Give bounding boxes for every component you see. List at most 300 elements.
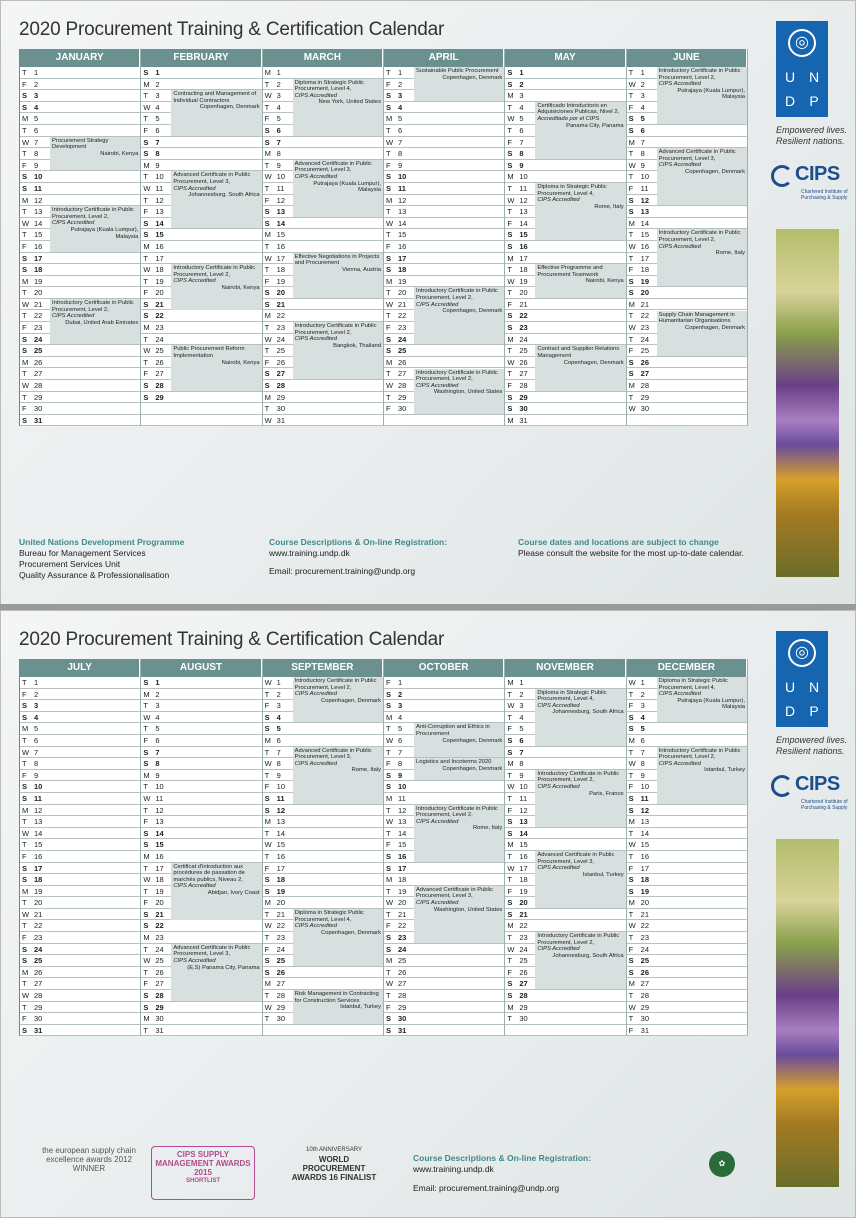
day-number: 29	[276, 1002, 285, 1012]
course-title: Introductory Certificate in Public Procurement, Level 2,	[537, 770, 620, 784]
course-block[interactable]	[414, 67, 504, 101]
email-link[interactable]: Email: procurement.training@undp.org	[269, 566, 416, 576]
day-number: 12	[276, 805, 285, 815]
day-number: 14	[276, 828, 285, 838]
weekday-letter: T	[628, 851, 634, 861]
course-accreditation: CIPS Accredited	[294, 336, 337, 343]
weekday-letter: F	[386, 160, 391, 170]
weekday-letter: S	[22, 253, 28, 263]
course-title: Advanced Certificate in Public Procurement, Level 3,	[294, 160, 372, 174]
day-row	[505, 828, 625, 840]
weekday-letter: S	[22, 944, 28, 954]
weekday-letter: S	[628, 125, 634, 135]
course-title: Public Procurement Reform Implementation	[173, 346, 245, 359]
weekday-letter: M	[386, 357, 393, 367]
weekday-letter: M	[628, 817, 635, 827]
day-number: 25	[519, 956, 528, 966]
course-block[interactable]	[293, 253, 383, 298]
day-number: 7	[34, 747, 39, 757]
course-location: Paris, France	[589, 790, 624, 797]
weekday-letter: F	[386, 79, 391, 89]
course-accreditation: CIPS Accredited	[52, 313, 95, 320]
day-number: 20	[519, 898, 528, 908]
day-number: 19	[398, 276, 407, 286]
weekday-letter: T	[143, 114, 148, 124]
day-number: 30	[398, 1014, 407, 1024]
weekday-letter: W	[628, 79, 636, 89]
day-row	[384, 1013, 504, 1025]
day-row	[384, 944, 504, 956]
undp-letter: D	[784, 93, 796, 109]
course-block[interactable]	[50, 299, 140, 344]
day-number: 23	[276, 933, 285, 943]
weekday-letter: W	[22, 747, 30, 757]
course-block[interactable]	[293, 747, 383, 804]
day-number: 7	[519, 747, 524, 757]
day-number: 29	[155, 1002, 164, 1012]
weekday-letter: S	[264, 381, 270, 391]
course-block[interactable]	[293, 990, 383, 1024]
day-number: 26	[155, 967, 164, 977]
weekday-letter: W	[22, 381, 30, 391]
weekday-letter: F	[507, 381, 512, 391]
course-accreditation: CIPS Accredited	[416, 301, 459, 308]
weekday-letter: S	[507, 991, 513, 1001]
weekday-letter: F	[264, 944, 270, 954]
weekday-letter: S	[386, 782, 392, 792]
day-number: 29	[519, 1002, 528, 1012]
course-accreditation: CIPS Accredited	[294, 760, 337, 767]
day-number: 19	[519, 276, 528, 286]
day-number: 5	[519, 724, 524, 734]
calendar-page-2	[0, 610, 856, 1218]
un-emblem-icon: ◎	[788, 29, 816, 57]
weekday-letter: F	[22, 323, 27, 333]
day-number: 29	[276, 392, 285, 402]
course-title: Diploma in Strategic Public Procurement, Level 4,	[658, 678, 728, 691]
day-number: 22	[640, 311, 649, 321]
world-procurement-award: 10th ANNIVERSARY WORLD PROCUREMENT AWARDS 16 FINALIST	[291, 1147, 377, 1182]
weekday-letter: S	[143, 311, 149, 321]
day-number: 28	[398, 381, 407, 391]
weekday-letter: M	[264, 311, 271, 321]
day-row	[141, 747, 261, 759]
day-row	[505, 403, 625, 415]
day-row	[505, 1002, 625, 1014]
weekday-letter: T	[143, 1025, 148, 1035]
course-title: Introductory Certificate in Public Procurement, Level 2,	[294, 678, 377, 691]
day-number: 28	[34, 381, 43, 391]
course-block[interactable]	[535, 345, 625, 390]
day-number: 21	[640, 909, 649, 919]
weekday-letter: T	[264, 404, 270, 414]
weekday-letter: S	[386, 91, 392, 101]
day-number: 3	[640, 701, 645, 711]
disclaimer-text: Please consult the website for the most up-to-date calendar.	[518, 548, 744, 558]
weekday-letter: W	[507, 276, 515, 286]
course-location: Istanbul, Turkey	[704, 767, 745, 774]
course-block[interactable]	[171, 90, 261, 135]
day-row	[141, 415, 261, 427]
day-row	[263, 851, 383, 863]
day-number: 31	[276, 415, 285, 425]
course-block[interactable]	[293, 322, 383, 379]
weekday-letter: W	[628, 840, 636, 850]
weekday-letter: T	[628, 828, 634, 838]
weekday-letter: M	[507, 415, 514, 425]
course-title: Effective Negotiations in Projects and Procurement	[294, 253, 380, 267]
course-block[interactable]	[293, 909, 383, 966]
day-number: 10	[155, 782, 164, 792]
day-number: 3	[34, 701, 39, 711]
weekday-letter: T	[628, 747, 634, 757]
day-row	[263, 897, 383, 909]
weekday-letter: T	[264, 160, 270, 170]
weekday-letter: S	[143, 218, 149, 228]
day-row	[20, 897, 140, 909]
day-number: 16	[276, 241, 285, 251]
day-number: 2	[519, 689, 524, 699]
day-number: 26	[34, 357, 43, 367]
day-number: 22	[640, 921, 649, 931]
weekday-letter: S	[143, 1002, 149, 1012]
course-block[interactable]	[171, 345, 261, 390]
day-number: 8	[519, 759, 524, 769]
weekday-letter: S	[507, 817, 513, 827]
course-block[interactable]	[657, 747, 747, 804]
day-row	[141, 793, 261, 805]
weekday-letter: S	[628, 793, 634, 803]
day-number: 22	[276, 921, 285, 931]
day-row	[20, 1025, 140, 1037]
weekday-letter: S	[507, 898, 513, 908]
month-header: OCTOBER	[384, 659, 504, 677]
course-location: Putrajaya (Kuala Lumpur), Malaysia	[677, 87, 745, 101]
weekday-letter: M	[22, 724, 29, 734]
day-number: 14	[34, 218, 43, 228]
day-row	[141, 67, 261, 79]
day-number: 9	[276, 160, 281, 170]
day-row	[141, 334, 261, 346]
course-block[interactable]	[535, 770, 625, 827]
day-number: 7	[155, 747, 160, 757]
day-number: 23	[519, 933, 528, 943]
weekday-letter: M	[386, 195, 393, 205]
day-number: 11	[155, 793, 164, 803]
day-row	[627, 967, 747, 979]
day-number: 1	[34, 68, 39, 77]
day-row	[20, 967, 140, 979]
weekday-letter: T	[507, 183, 512, 193]
weekday-letter: T	[22, 369, 27, 379]
day-number: 28	[640, 381, 649, 391]
course-block[interactable]	[657, 67, 747, 124]
day-row	[20, 874, 140, 886]
weekday-letter: S	[507, 230, 513, 240]
course-location: Istanbul, Turkey	[582, 871, 624, 878]
day-row	[20, 793, 140, 805]
day-row	[384, 967, 504, 979]
day-number: 22	[34, 311, 43, 321]
course-title: Diploma in Strategic Public Procurement, Level 4,	[537, 689, 607, 703]
weekday-letter: T	[143, 195, 148, 205]
day-number: 30	[519, 404, 528, 414]
day-row	[20, 770, 140, 782]
course-block[interactable]	[171, 171, 261, 228]
weekday-letter: T	[507, 207, 512, 217]
day-number: 31	[398, 1025, 407, 1035]
weekday-letter: F	[386, 404, 391, 414]
day-row	[20, 415, 140, 427]
day-row	[627, 723, 747, 735]
course-block[interactable]	[414, 287, 504, 344]
course-block[interactable]	[535, 183, 625, 240]
day-row	[627, 125, 747, 137]
website-link[interactable]: www.training.undp.dk	[269, 548, 350, 558]
day-number: 30	[34, 1014, 43, 1024]
weekday-letter: M	[628, 218, 635, 228]
course-block[interactable]	[535, 851, 625, 908]
day-row	[384, 712, 504, 724]
course-block[interactable]	[414, 886, 504, 943]
course-block[interactable]	[171, 863, 261, 920]
day-row	[263, 415, 383, 427]
month-header: JANUARY	[20, 49, 140, 67]
weekday-letter: S	[507, 735, 513, 745]
day-number: 29	[640, 1002, 649, 1012]
day-number: 13	[155, 207, 164, 217]
day-row	[20, 735, 140, 747]
course-block[interactable]	[293, 160, 383, 217]
day-number: 2	[155, 79, 160, 89]
day-row	[384, 102, 504, 114]
day-number: 30	[519, 1014, 528, 1024]
day-number: 16	[398, 851, 407, 861]
day-row	[263, 886, 383, 898]
weekday-letter: S	[386, 944, 392, 954]
day-number: 1	[276, 68, 281, 77]
day-number: 16	[34, 851, 43, 861]
weekday-letter: F	[143, 288, 148, 298]
course-location: Copenhagen, Denmark	[442, 308, 503, 315]
day-number: 31	[519, 415, 528, 425]
day-number: 17	[519, 863, 528, 873]
weekday-letter: S	[22, 183, 28, 193]
day-row	[505, 241, 625, 253]
day-row	[505, 1025, 625, 1037]
weekday-letter: F	[628, 944, 634, 954]
course-accreditation: CIPS Accredited	[416, 899, 459, 906]
course-block[interactable]	[535, 102, 625, 159]
weekday-letter: T	[22, 207, 27, 217]
course-title: Advanced Certificate in Public Procurement, Level 3,	[294, 747, 372, 761]
day-number: 3	[640, 91, 645, 101]
course-accreditation: CIPS Accredited	[52, 220, 95, 227]
day-row	[141, 241, 261, 253]
weekday-letter: S	[628, 875, 634, 885]
course-block[interactable]	[414, 805, 504, 862]
day-row	[627, 392, 747, 404]
day-number: 25	[155, 346, 164, 356]
weekday-letter: M	[628, 381, 635, 391]
weekday-letter: F	[143, 125, 148, 135]
weekday-letter: S	[22, 102, 28, 112]
course-block[interactable]	[657, 677, 747, 722]
weekday-letter: T	[507, 933, 512, 943]
day-row	[505, 310, 625, 322]
weekday-letter: T	[386, 724, 391, 734]
day-number: 15	[519, 230, 528, 240]
weekday-letter: F	[264, 782, 270, 792]
course-title: Supply Chain Management in Humanitarian Organisations	[658, 311, 735, 325]
day-number: 26	[276, 967, 285, 977]
course-title: Introductory Certificate in Public Procurement, Level 2,	[416, 369, 498, 383]
course-title: Introductory Certificate in Public Procurement, Level 2,	[52, 207, 134, 220]
day-row	[384, 276, 504, 288]
weekday-letter: F	[143, 898, 148, 908]
weekday-letter: S	[264, 793, 270, 803]
day-row	[263, 978, 383, 990]
weekday-letter: M	[264, 735, 271, 745]
day-row	[20, 368, 140, 380]
day-number: 1	[519, 68, 524, 77]
day-number: 23	[155, 933, 164, 943]
course-accreditation: CIPS Accredited	[416, 382, 459, 389]
day-number: 24	[155, 944, 164, 954]
day-row	[20, 886, 140, 898]
day-row	[141, 700, 261, 712]
day-number: 6	[640, 125, 645, 135]
cips-mark-icon	[771, 165, 793, 187]
weekday-letter: S	[22, 91, 28, 101]
course-block[interactable]	[293, 677, 383, 722]
weekday-letter: S	[507, 160, 513, 170]
day-number: 10	[34, 172, 43, 182]
day-number: 13	[519, 817, 528, 827]
month-january	[20, 49, 141, 426]
day-row	[263, 392, 383, 404]
day-row	[141, 828, 261, 840]
weekday-letter: W	[143, 183, 151, 193]
course-block[interactable]	[414, 723, 504, 757]
day-row	[263, 735, 383, 747]
un-emblem-icon: ◎	[788, 639, 816, 667]
course-block[interactable]	[657, 229, 747, 286]
weekday-letter: T	[628, 909, 634, 919]
day-number: 15	[398, 230, 407, 240]
day-number: 27	[398, 979, 407, 989]
day-row	[263, 805, 383, 817]
day-number: 25	[276, 346, 285, 356]
course-block[interactable]	[535, 264, 625, 298]
course-block[interactable]	[171, 944, 261, 1001]
day-row	[263, 380, 383, 392]
weekday-letter: T	[143, 782, 148, 792]
day-row	[627, 1013, 747, 1025]
course-accreditation: CIPS Accredited	[294, 691, 337, 698]
email-link[interactable]: Email: procurement.training@undp.org	[413, 1183, 560, 1193]
course-block[interactable]	[414, 369, 504, 414]
course-block[interactable]	[171, 264, 261, 309]
day-number: 20	[34, 288, 43, 298]
day-number: 12	[640, 195, 649, 205]
disclaimer-heading: Course dates and locations are subject to change	[518, 537, 719, 547]
course-block[interactable]	[535, 932, 625, 989]
day-number: 30	[155, 1014, 164, 1024]
day-number: 15	[276, 840, 285, 850]
day-row	[141, 851, 261, 863]
weekday-letter: T	[264, 689, 270, 699]
weekday-letter: T	[628, 253, 634, 263]
day-number: 28	[519, 991, 528, 1001]
day-number: 4	[398, 712, 403, 722]
day-number: 7	[519, 137, 524, 147]
day-number: 10	[34, 782, 43, 792]
day-number: 6	[276, 125, 281, 135]
weekday-letter: F	[386, 678, 391, 687]
day-number: 27	[398, 369, 407, 379]
day-row	[627, 299, 747, 311]
day-number: 28	[34, 991, 43, 1001]
weekday-letter: F	[507, 218, 512, 228]
course-block[interactable]	[657, 148, 747, 205]
course-block[interactable]	[50, 206, 140, 251]
weekday-letter: T	[386, 311, 391, 321]
day-number: 5	[155, 724, 160, 734]
weekday-letter: T	[386, 230, 391, 240]
day-number: 21	[34, 909, 43, 919]
weekday-letter: S	[143, 840, 149, 850]
weekday-letter: F	[507, 724, 512, 734]
day-number: 22	[519, 311, 528, 321]
course-location: Copenhagen, Denmark	[442, 737, 503, 744]
weekday-letter: F	[386, 921, 391, 931]
day-row	[627, 839, 747, 851]
weekday-letter: T	[143, 863, 148, 873]
course-block[interactable]	[50, 137, 140, 171]
course-block[interactable]	[414, 758, 504, 780]
weekday-letter: T	[507, 125, 512, 135]
day-number: 19	[276, 886, 285, 896]
course-title: Effective Programme and Procurement Teamwork	[537, 265, 603, 278]
day-number: 4	[34, 712, 39, 722]
day-number: 10	[519, 172, 528, 182]
course-block[interactable]	[293, 79, 383, 136]
day-row	[20, 67, 140, 79]
day-number: 2	[276, 79, 281, 89]
day-number: 16	[155, 241, 164, 251]
course-block[interactable]	[657, 311, 747, 356]
day-row	[20, 700, 140, 712]
day-row	[20, 677, 140, 689]
website-link[interactable]: www.training.undp.dk	[413, 1164, 494, 1174]
day-number: 20	[519, 288, 528, 298]
course-block[interactable]	[535, 689, 625, 746]
day-number: 26	[276, 357, 285, 367]
day-number: 9	[640, 770, 645, 780]
day-number: 2	[276, 689, 281, 699]
weekday-letter: T	[264, 79, 270, 89]
weekday-letter: T	[264, 323, 270, 333]
weekday-letter: W	[507, 782, 515, 792]
course-accreditation: CIPS Accredited	[173, 883, 216, 890]
weekday-letter: S	[628, 724, 634, 734]
day-row	[627, 1025, 747, 1037]
weekday-letter: S	[264, 956, 270, 966]
day-number: 6	[155, 125, 160, 135]
weekday-letter: S	[386, 1025, 392, 1035]
course-location: Dubai, United Arab Emirates	[65, 319, 139, 326]
